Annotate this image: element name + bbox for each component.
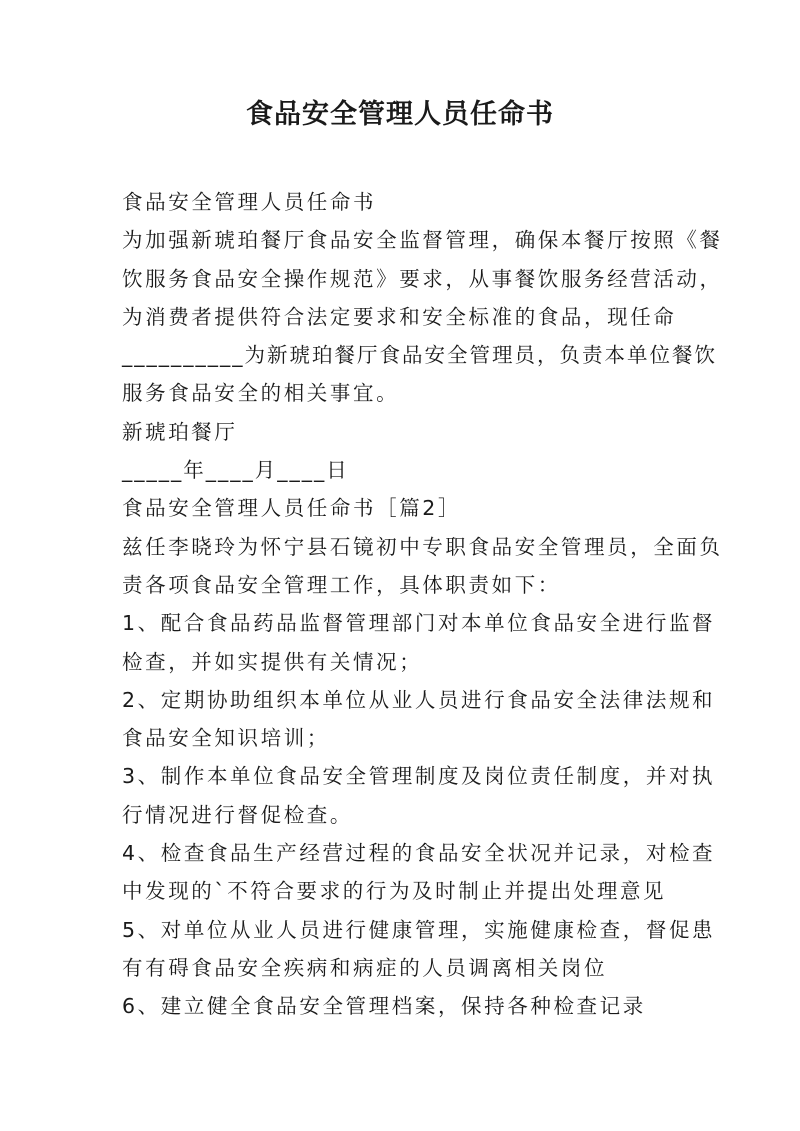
duty-item: 3、制作本单位食品安全管理制度及岗位责任制度，并对执: [122, 764, 716, 789]
duty-item: 有有碍食品安全疾病和病症的人员调离相关岗位: [122, 955, 608, 980]
duty-item: 食品安全知识培训；: [122, 726, 330, 751]
duty-item: 6、建立健全食品安全管理档案，保持各种检查记录: [122, 994, 646, 1019]
body-line: 责各项食品安全管理工作，具体职责如下：: [122, 572, 561, 597]
duty-item: 2、定期协助组织本单位从业人员进行食品安全法律法规和: [122, 687, 716, 712]
document-title: 食品安全管理人员任命书: [246, 99, 554, 130]
duty-item: 4、检查食品生产经营过程的食品安全状况并记录，对检查: [122, 841, 716, 866]
body-line-heading: 食品安全管理人员任命书: [122, 190, 377, 214]
body-line: 为消费者提供符合法定要求和安全标准的食品，现任命: [122, 304, 677, 329]
signature-date: _____年____月____日: [122, 458, 349, 483]
signature-org: 新琥珀餐厅: [122, 419, 238, 444]
duty-item: 行情况进行督促检查。: [122, 802, 353, 827]
document-body: [122, 183, 723, 1026]
duty-item: 检查，并如实提供有关情况；: [122, 649, 423, 674]
body-line-heading: 食品安全管理人员任命书［篇2］: [122, 496, 462, 521]
body-line: 兹任李晓玲为怀宁县石镜初中专职食品安全管理员，全面负: [122, 534, 723, 559]
body-line: __________为新琥珀餐厅食品安全管理员，负责本单位餐饮: [122, 343, 717, 368]
duty-item: 1、配合食品药品监督管理部门对本单位食品安全进行监督: [122, 611, 716, 636]
body-line: 饮服务食品安全操作规范》要求，从事餐饮服务经营活动，: [122, 266, 723, 291]
body-line: 为加强新琥珀餐厅食品安全监督管理，确保本餐厅按照《餐: [122, 228, 723, 253]
duty-item: 5、对单位从业人员进行健康管理，实施健康检查，督促患: [122, 917, 716, 942]
body-line: 服务食品安全的相关事宜。: [122, 381, 400, 406]
duty-item: 中发现的`不符合要求的行为及时制止并提出处理意见: [122, 879, 667, 904]
